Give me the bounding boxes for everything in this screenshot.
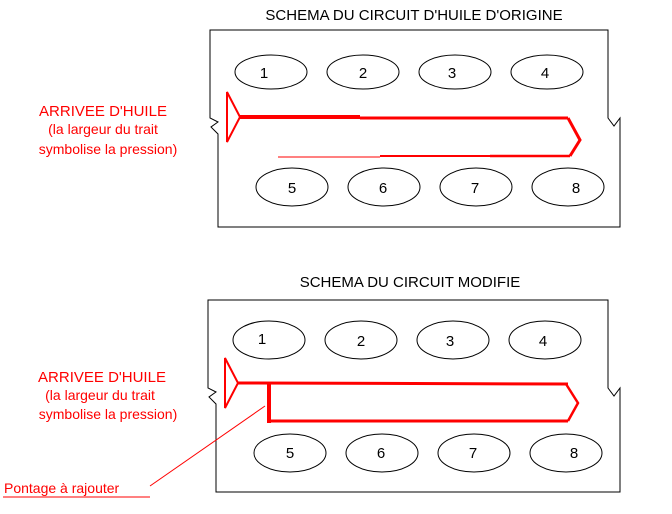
original-cylinder-label-7: 7 [470, 180, 480, 197]
modified-bridge-label: Pontage à rajouter [4, 480, 120, 496]
modified-cylinder-label-2: 2 [356, 333, 366, 350]
original-oil-circuit [227, 92, 580, 157]
modified-cylinder-label-6: 6 [376, 445, 386, 462]
modified-cylinder-label-5: 5 [285, 445, 295, 462]
modified-cylinder-1 [233, 321, 305, 359]
original-title: SCHEMA DU CIRCUIT D'HUILE D'ORIGINE [265, 7, 563, 24]
original-cylinder-label-3: 3 [447, 65, 457, 82]
modified-cylinder-label-7: 7 [468, 445, 478, 462]
original-gallery-return-bend [568, 118, 580, 156]
original-cylinder-8 [532, 168, 604, 206]
original-note-line2: symbolise la pression) [38, 141, 178, 157]
original-cylinder-label-6: 6 [378, 180, 388, 197]
modified-note-line1: (la largeur du trait [45, 387, 155, 403]
original-cylinder-label-2: 2 [358, 65, 368, 82]
original-cylinder-label-5: 5 [287, 180, 297, 197]
modified-inlet-arrow [225, 358, 238, 408]
modified-cylinder-8 [530, 434, 602, 472]
modified-inlet-label: ARRIVEE D'HUILE [38, 369, 166, 386]
modified-cylinder-label-8: 8 [569, 445, 579, 462]
original-inlet-arrow [227, 92, 240, 142]
modified-gallery-return-bend [566, 384, 578, 421]
original-cylinder-label-1: 1 [259, 65, 269, 82]
original-cylinder-1 [235, 55, 307, 89]
modified-diagram [3, 274, 620, 497]
original-cylinder-label-4: 4 [540, 65, 550, 82]
modified-cylinder-label-3: 3 [445, 333, 455, 350]
original-engine-block [210, 30, 620, 227]
original-diagram [39, 7, 620, 227]
modified-cylinder-label-4: 4 [538, 333, 548, 350]
modified-title: SCHEMA DU CIRCUIT MODIFIE [299, 274, 521, 291]
modified-note-line2: symbolise la pression) [38, 406, 178, 422]
modified-gallery-top [238, 383, 568, 384]
modified-cylinder-label-1: 1 [257, 331, 267, 348]
original-cylinder-label-8: 8 [571, 180, 581, 197]
original-inlet-label: ARRIVEE D'HUILE [39, 103, 167, 120]
original-note-line1: (la largeur du trait [48, 121, 158, 137]
